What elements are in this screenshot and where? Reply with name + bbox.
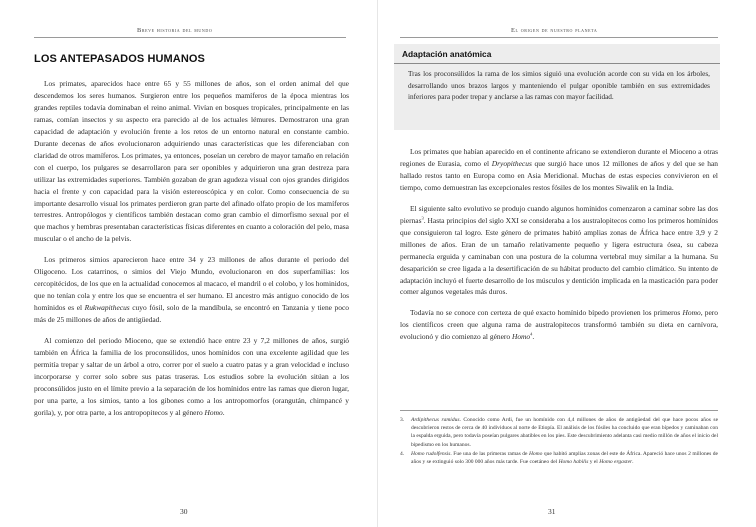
text-run: Al comienzo del periodo Mioceno, que se extendió hace entre 23 y 7,2 millones de años, surgió también en África la familia de los proconsúlidos, unos homínidos con una excelente agilidad que les permitía trepar y saltar de un árbol a otro, correr por el suelo a cuatro patas y a gran velocidad e incluso incorporarse y correr solo sobre sus patas traseras. Los estudios sobre la evolución sitúan a los proconsúlidos justo en el límite previo a la separación de los homínidos entre las ramas que dieron lugar, por una parte, a los simios, tanto a los gibones como a los antropomorfos (orangután, chimpancé y gorila), y, por otra parte, a los antropopitecos y al género xyxy=(34,336,349,417)
paragraph xyxy=(34,335,349,419)
text-run: Los primates, aparecidos hace entre 65 y 55 millones de años, son el orden animal del que descendemos los seres humanos. Surgieron entre los pequeños mamíferos de la época mientras los grandes reptiles todavía dominaban el reino animal. Vivían en bosques tropicales, principalmente en las ramas, comían insectos y su aspecto era parecido al de los actuales lémures. Demostraron una gran capacidad de adaptación y evolución frente a los retos de un entorno natural en constante cambio. Durante decenas de años evolucionaron adquiriendo unas características que les diferenciaban con claridad de otros mamíferos. Los primates, ya entonces, poseían un cerebro de mayor tamaño en relación con el cuerpo, los pulgares se desarrollaron para ser oponibles y adquirieron una gran destreza para utilizar las extremidades superiores. También gozaban de gran agudeza visual con ojos grandes dirigidos hacia el frente y con capacidad para la visión estereoscópica y en color. Como consecuencia de su importante desarrollo visual los primates perdieron gran parte del afinado olfato propio de los mamíferos terrestres. Antropólogos y científicos también destacan como gran cambio el dimorfismo sexual por el que machos y hembras presentaban características físicas diferentes en cuanto a coloración del pelo, masa muscular o el ancho de la pelvis. xyxy=(34,79,349,244)
footnote-rule xyxy=(400,410,718,411)
text-run: Los primates que habían aparecido en el continente africano se extendieron durante el Mioceno a otras regiones de Eurasia, como el xyxy=(400,147,718,168)
footnote-ref: 4 xyxy=(530,331,533,337)
italic-term: Homo xyxy=(204,407,223,417)
paragraph xyxy=(400,146,718,194)
italic-term: Homo xyxy=(528,450,543,457)
running-head: Breve historia del mundo xyxy=(137,27,213,34)
text-run: que habitó amplias zonas del este de África. Apareció hace unos 2 millones de años y se extinguió solo 300 000 años más tarde. Fue coetáneo del xyxy=(411,450,718,466)
italic-term: Homo habilis xyxy=(558,459,589,466)
paragraph xyxy=(400,307,718,343)
footnote xyxy=(400,450,718,466)
text-run: Todavía no se conoce con certeza de qué exacto homínido bípedo provienen los primeros xyxy=(410,308,683,318)
text-run: y el xyxy=(588,459,600,466)
page-number: 30 xyxy=(180,507,188,516)
footnote-number: 4. xyxy=(400,450,405,457)
italic-term: Rukwapithecus xyxy=(84,303,130,313)
body-text xyxy=(400,146,718,343)
text-run: . xyxy=(632,459,634,466)
text-run: . xyxy=(222,407,225,417)
body-text xyxy=(34,78,349,419)
italic-term: Dryopithecus xyxy=(491,158,532,168)
text-run: cuyo fósil, solo de la mandíbula, se encontró en Tanzania y tiene poco más de 25 millones de años de antigüedad. xyxy=(34,303,349,325)
paragraph xyxy=(34,254,349,326)
text-run: Los primeros simios aparecieron hace entre 34 y 23 millones de años durante el periodo del Oligoceno. Los catarrinos, o simios del Viejo Mundo, evolucionaron en dos superfamilias: los cercopitécidos, de los que en la actualidad conocemos al macaco, el mandril o el colobo, y los hominidos, que no tenían cola y entre los que se encuentra el ser humano. El ancestro más antiguo conocido de los homínidos es el xyxy=(34,255,349,313)
page-number: 31 xyxy=(548,507,556,516)
text-run: . xyxy=(532,332,535,342)
text-run: El siguiente salto evolutivo se produjo cuando algunos homínidos comenzaron a caminar sobre las dos piernas xyxy=(400,203,718,225)
footnotes xyxy=(400,416,718,467)
italic-term: Homo xyxy=(682,308,701,318)
text-run: . Fue una de las primeras ramas de xyxy=(450,450,529,457)
box-title: Adaptación anatómica xyxy=(402,49,492,59)
italic-term: Homo xyxy=(511,332,531,342)
box-text: Tras los proconsúlidos la rama de los simios siguió una evolución acorde con su vida en los árboles, desarrollando unos brazos largos y manteniendo el pulgar oponible también en sus extremidades inferiores para poder trepar y anclarse a las ramas con mayor facilidad. xyxy=(408,70,710,102)
paragraph xyxy=(34,78,349,245)
italic-term: Homo rudolfensis xyxy=(411,450,451,457)
header-rule xyxy=(34,37,346,38)
text-run: que surgió hace unos 12 millones de años y del que se han hallado restos tanto en Europa como en Asia Meridional. Muchas de estas especies convivieron en el tiempo, como demuestran las excepcionales restos fósiles de los montes Siwalik en la India. xyxy=(400,158,718,192)
box-rule xyxy=(394,63,720,64)
header-rule xyxy=(400,37,718,38)
paragraph xyxy=(400,203,718,299)
right-page xyxy=(378,0,756,527)
text-run: , pero los científicos creen que alguna rama de australopitecos transformó también su dieta en carnívora, evolucionó y dio comienzo al género xyxy=(400,308,719,342)
running-head: El origen de nuestro planeta xyxy=(511,27,598,34)
italic-term: Ardipithecus ramidus xyxy=(411,417,460,423)
text-run: . Conocido como Ardi, fue un homínido con 4,4 millones de años de antigüedad del que hace pocos años se descubrieron restos de cerca de 40 individuos al norte de Etiopía. El análisis de los fósiles ha concluido que eran bípedos y caminaban con la espalda erguida, pero todavía poseían pulgares abatibles en los pies. Este descubrimiento adelanta casi medio millón de años el inicio del bipedismo en los humanos. xyxy=(411,417,719,448)
italic-term: Homo ergaster xyxy=(599,459,633,466)
chapter-title: LOS ANTEPASADOS HUMANOS xyxy=(34,53,205,65)
footnote-number: 3. xyxy=(400,417,405,423)
sidebar-box xyxy=(394,44,720,130)
footnote xyxy=(400,416,718,449)
footnote-ref: 3 xyxy=(421,215,424,221)
text-run: . Hasta principios del siglo XXI se consideraba a los australopitecos como los primeros homínidos que consiguieron tal logro. Este género de primates habitó amplias zonas de África hace entre 3,9 y 2 millones de años. Eran de un tamaño relativamente pequeño y ligera estructura ósea, su cabeza permanecía erguida y caminaban con una postura de la columna vertebral muy similar a la humana. Su desaparición se cree ligada a la desertificación de su hábitat producto del cambio climático. Su intento de adaptación incluyó el fuerte desarrollo de los músculos y dentición implicada en la masticación para poder comer algunos vegetales más duros. xyxy=(400,215,718,297)
